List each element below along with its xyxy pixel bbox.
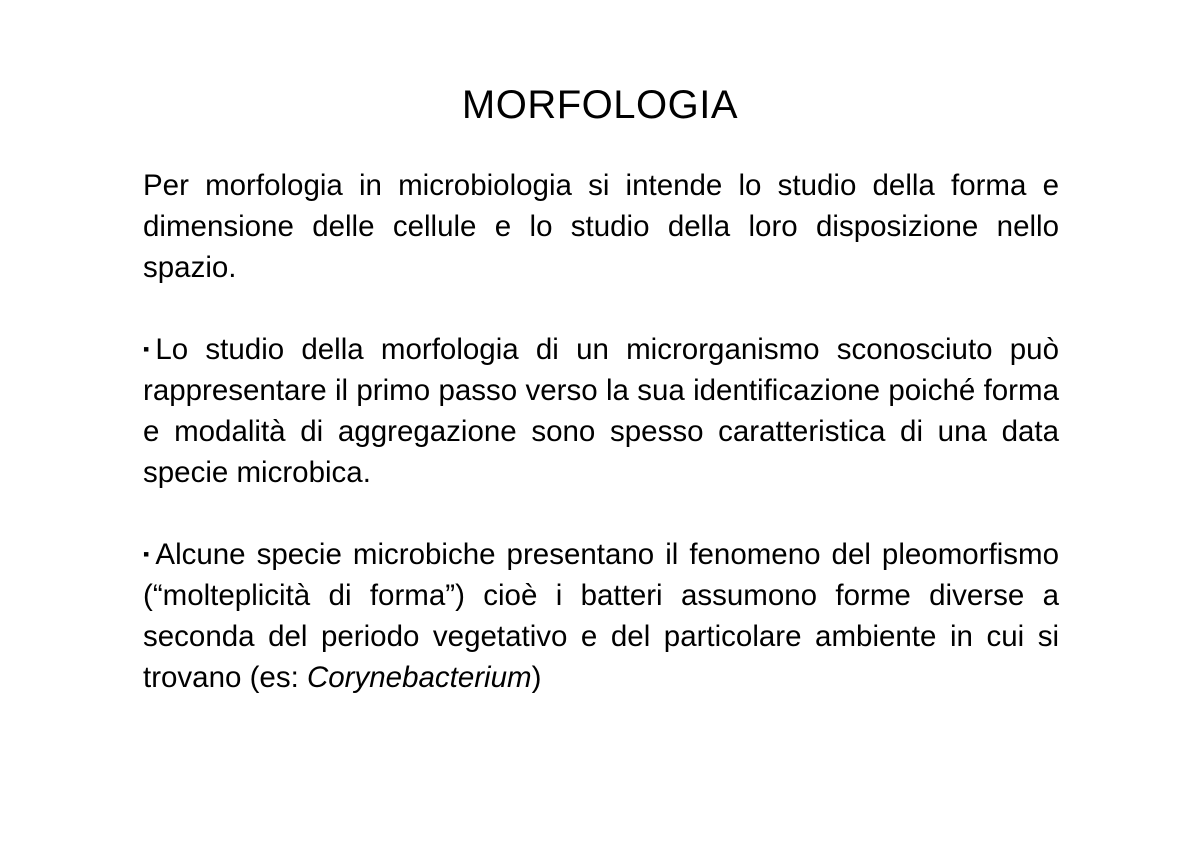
- bullet-point-2: [143, 534, 1059, 698]
- slide-body: [143, 165, 1059, 698]
- paragraph-spacer: [143, 493, 1059, 534]
- paragraph-spacer: [143, 288, 1059, 329]
- bullet-point-1: [143, 329, 1059, 493]
- bullet-icon: ▪: [143, 544, 150, 564]
- bullet-point-1-text: Lo studio della morfologia di un microrganismo sconosciuto può rappresentare il primo passo verso la sua identificazione poiché forma e modalità di aggregazione sono spesso caratteristica di una data specie microbica.: [143, 333, 1059, 489]
- slide-title: MORFOLOGIA: [461, 83, 739, 127]
- bullet-icon: ▪: [143, 339, 150, 359]
- species-name: Corynebacterium: [306, 661, 532, 694]
- closing-parenthesis: ): [531, 661, 542, 694]
- intro-paragraph: Per morfologia in microbiologia si intende lo studio della forma e dimensione delle cellule e lo studio della loro disposizione nello spazio.: [143, 169, 1059, 284]
- bullet-point-2-text: Alcune specie microbiche presentano il fenomeno del pleomorfismo (“molteplicità di forma”) cioè i batteri assumono forme diverse a seconda del periodo vegetativo e del particolare ambiente in cui si trovano (es:: [143, 538, 1059, 694]
